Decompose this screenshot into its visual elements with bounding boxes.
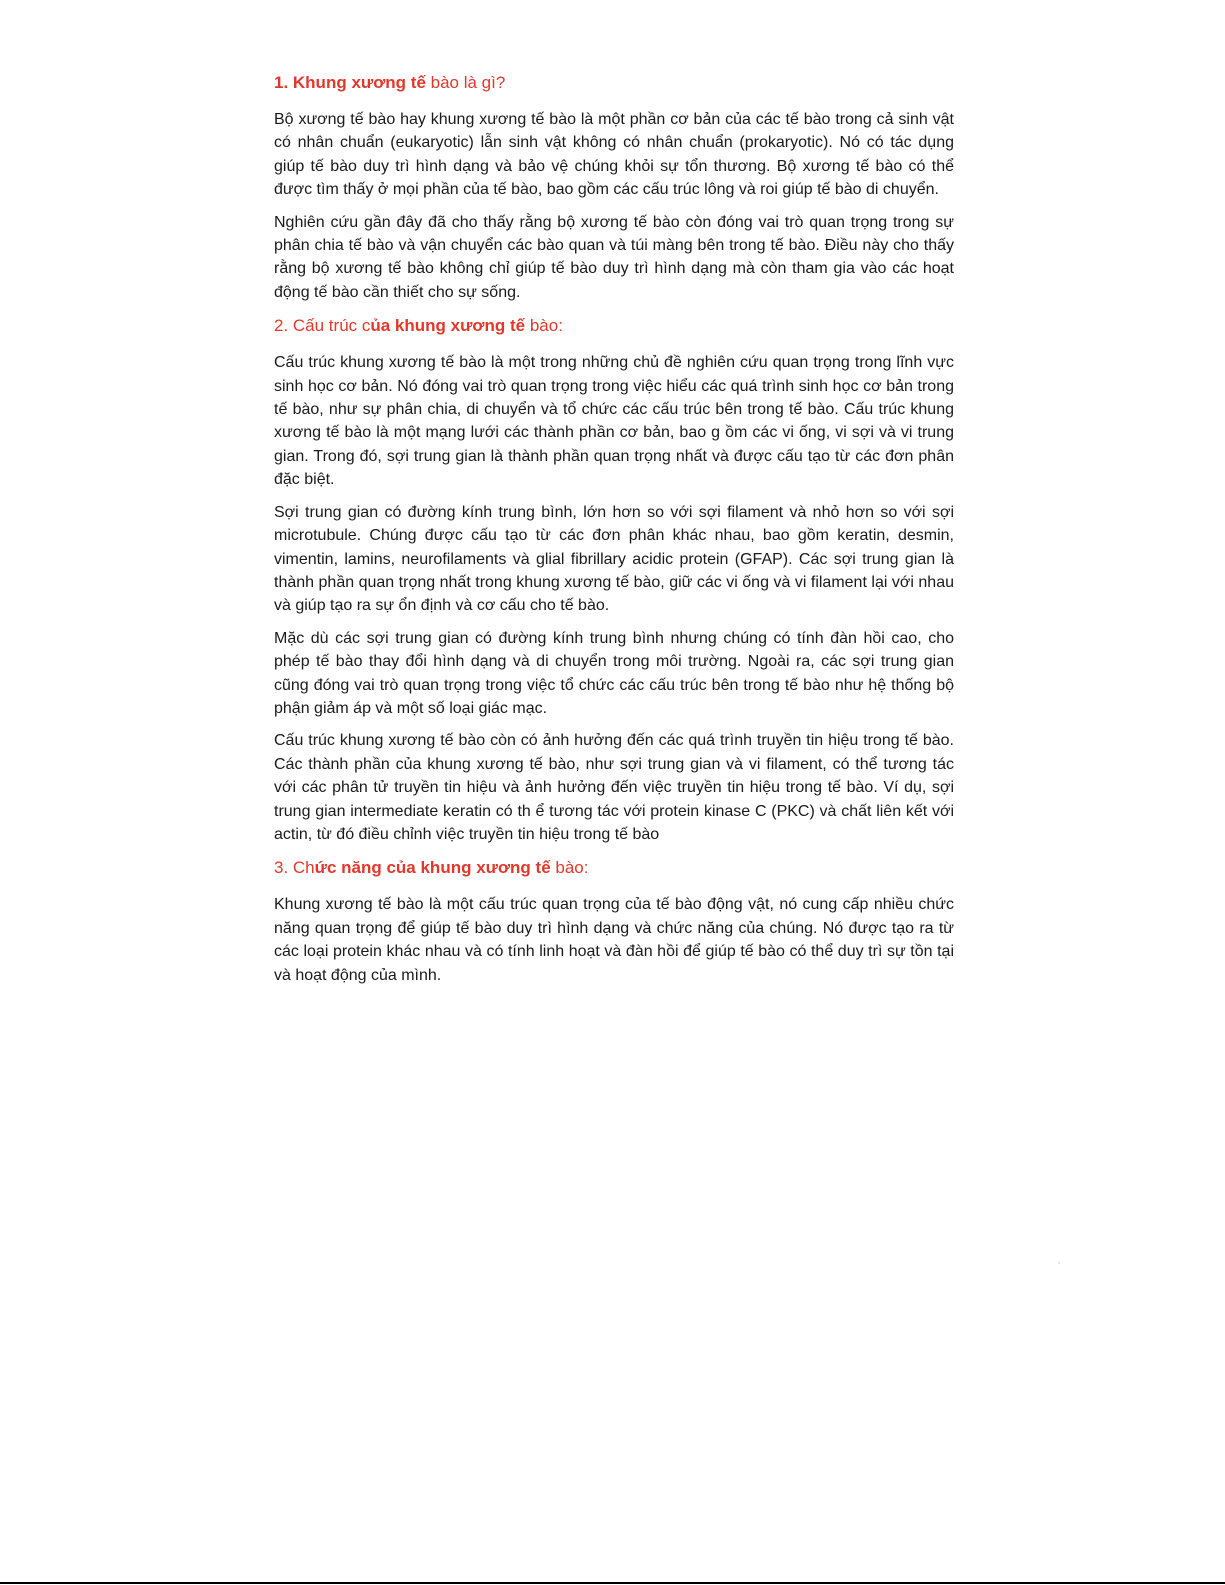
section-2-heading-rest: bào: [525, 316, 563, 336]
section-1-heading-rest: bào là gì? [425, 73, 506, 92]
section-1-heading-bold: 1. Khung xương tế [274, 73, 426, 92]
page-speck [1058, 1262, 1060, 1264]
section-2-heading-bold: ủa khung xương tế [370, 316, 526, 336]
section-2-paragraph-3: Mặc dù các sợi trung gian có đường kính trung bình nhưng chúng có tính đàn hồi cao, cho phép tế bào thay đổi hình dạng và di chuyển trong môi trường. Ngoài ra, các sợi trung gian cũng đóng vai trò quan trọng trong việc tổ chức các cấu trúc bên trong tế bào như hệ thống bộ phận giảm áp và một số loại giác mạc. [274, 629, 954, 717]
section-2-paragraph-4: Cấu trúc khung xương tế bào còn có ảnh hưởng đến các quá trình truyền tin hiệu trong tế bào. Các thành phần của khung xương tế bào, như sợi trung gian và vi filament, có thể tương tác với các phân tử truyền tin hiệu và ảnh hưởng đến việc truyền tin hiệu trong tế bào. Ví dụ, sợi trung gian intermediate keratin có th ể tương tác với protein kinase C (PKC) và chất liên kết với actin, từ đó điều chỉnh việc truyền tin hiệu trong tế bào [274, 732, 954, 843]
section-3-heading-rest: bào: [550, 858, 589, 878]
section-2-heading-pre: 2. Cấu trúc c [274, 316, 371, 336]
section-1-heading [274, 70, 954, 96]
section-3-paragraph-1: Khung xương tế bào là một cấu trúc quan trọng của tế bào động vật, nó cung cấp nhiều chức năng quan trọng để giúp tế bào duy trì hình dạng và chức năng của chúng. Nó được tạo ra từ các loại protein khác nhau và có tính linh hoạt và đàn hồi để giúp tế bào có thể duy trì sự tồn tại và hoạt động của mình. [274, 896, 954, 984]
section-3-heading [274, 855, 954, 881]
section-2-paragraph-1: Cấu trúc khung xương tế bào là một trong những chủ đề nghiên cứu quan trọng trong lĩnh vực sinh học cơ bản. Nó đóng vai trò quan trọng trong việc hiểu các quá trình sinh học cơ bản trong tế bào, như sự phân chia, di chuyển và tổ chức các cấu trúc bên trong tế bào. Cấu trúc khung xương tế bào là một mạng lưới các thành phần cơ bản, bao g ồm các vi ống, vi sợi và vi trung gian. Trong đó, sợi trung gian là thành phần quan trọng nhất và được cấu tạo từ các đơn phân đặc biệt. [274, 354, 954, 489]
section-1-paragraph-2: Nghiên cứu gần đây đã cho thấy rằng bộ xương tế bào còn đóng vai trò quan trọng trong sự phân chia tế bào và vận chuyển các bào quan và túi màng bên trong tế bào. Điều này cho thấy rằng bộ xương tế bào không chỉ giúp tế bào duy trì hình dạng mà còn tham gia vào các hoạt động tế bào cần thiết cho sự sống. [274, 213, 954, 301]
section-what-is-cytoskeleton [274, 70, 954, 304]
section-3-heading-bold: ức năng của khung xương tế [314, 858, 551, 878]
section-3-heading-pre: 3. Ch [274, 858, 315, 878]
section-1-paragraph-1: Bộ xương tế bào hay khung xương tế bào là một phần cơ bản của các tế bào trong cả sinh vật có nhân chuẩn (eukaryotic) lẫn sinh vật không có nhân chuẩn (prokaryotic). Nó có tác dụng giúp tế bào duy trì hình dạng và bảo vệ chúng khỏi sự tổn thương. Bộ xương tế bào có thể được tìm thấy ở mọi phần của tế bào, bao gồm các cấu trúc lông và roi giúp tế bào di chuyển. [274, 111, 954, 199]
page-bottom-border [0, 1582, 1225, 1584]
section-function [274, 855, 954, 987]
document-page [274, 70, 954, 996]
section-2-paragraph-2: Sợi trung gian có đường kính trung bình, lớn hơn so với sợi filament và nhỏ hơn so với sợi microtubule. Chúng được cấu tạo từ các đơn phân khác nhau, bao gồm keratin, desmin, vimentin, lamins, neurofilaments và glial fibrillary acidic protein (GFAP). Các sợi trung gian là thành phần quan trọng nhất trong khung xương tế bào, giữ các vi ống và vi filament lại với nhau và giúp tạo ra sự ổn định và cơ cấu cho tế bào. [274, 503, 954, 615]
section-structure [274, 313, 954, 846]
section-2-heading [274, 313, 954, 339]
